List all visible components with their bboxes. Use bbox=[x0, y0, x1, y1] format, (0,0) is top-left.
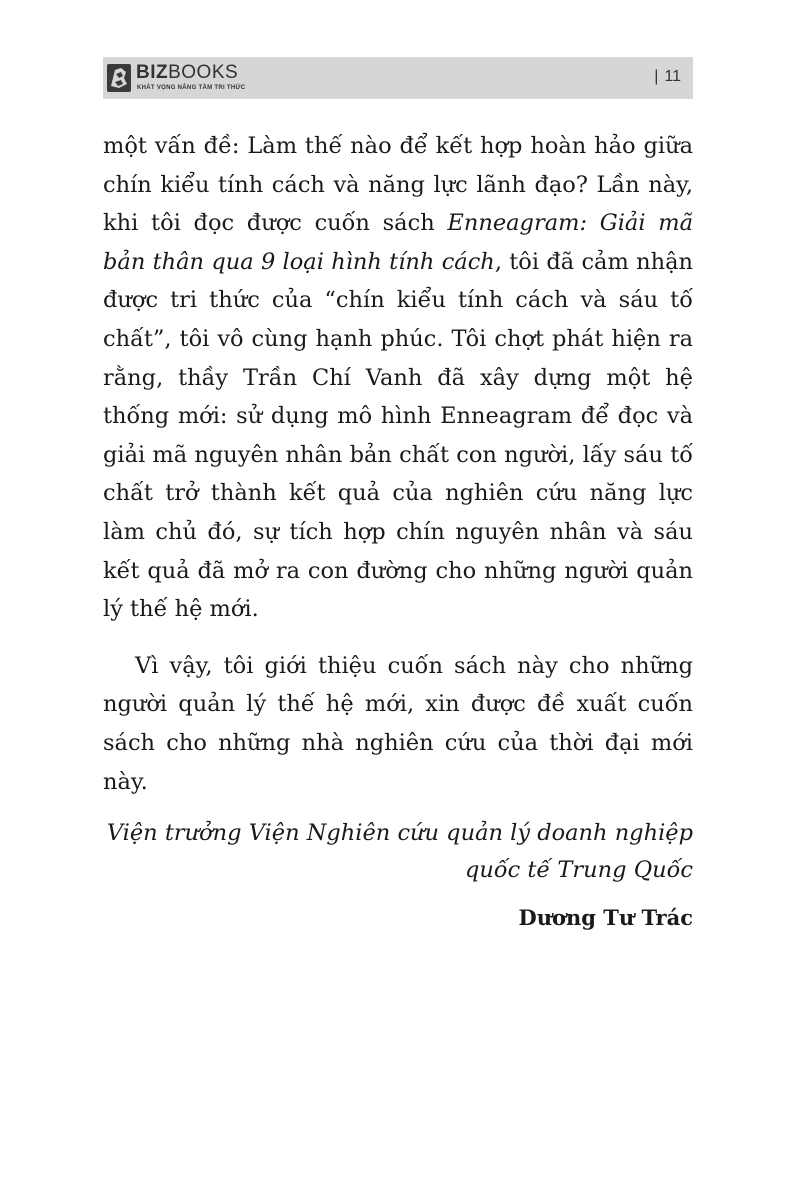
page-number bbox=[654, 68, 681, 86]
brand-name-bold: BIZ bbox=[136, 62, 169, 83]
page-number-separator: | bbox=[654, 68, 659, 85]
bizbooks-logo-icon bbox=[107, 64, 131, 92]
page-number-value: 11 bbox=[664, 68, 681, 85]
brand-tagline: KHÁT VỌNG NÂNG TẦM TRI THỨC bbox=[137, 85, 246, 91]
paragraph-1-end: , tôi đã cảm nhận được tri thức của “chín kiểu tính cách và sáu tố chất”, tôi vô cùng hạnh phúc. Tôi chợt phát hiện ra rằng, thầy Trần Chí Vanh đã xây dựng một hệ thống mới: sử dụng mô hình Enneagram để đọc và giải mã nguyên nhân bản chất con người, lấy sáu tố chất trở thành kết quả của nghiên cứu năng lực làm chủ đó, sự tích hợp chín nguyên nhân và sáu kết quả đã mở ra con đường cho những người quản lý thế hệ mới. bbox=[103, 248, 693, 623]
brand-name bbox=[136, 63, 238, 83]
brand-name-light: BOOKS bbox=[168, 62, 239, 83]
signature-title: Viện trưởng Viện Nghiên cứu quản lý doanh nghiệp quốc tế Trung Quốc bbox=[106, 820, 693, 884]
book-title: Enneagram: Giải mã bản thân qua 9 loại hình tính cách bbox=[103, 210, 693, 275]
page-body bbox=[103, 127, 693, 938]
signature-name: Dương Tư Trác bbox=[518, 905, 693, 931]
paragraph-1-start: một vấn đề: Làm thế nào để kết hợp hoàn hảo giữa chín kiểu tính cách và năng lực lãnh đạo? Lần này, khi tôi đọc được cuốn sách bbox=[103, 133, 693, 237]
paragraph-2: Vì vậy, tôi giới thiệu cuốn sách này cho những người quản lý thế hệ mới, xin được đề xuất cuốn sách cho những nhà nghiên cứu của thời đại mới này. bbox=[103, 652, 693, 795]
page-header bbox=[103, 57, 693, 99]
paragraph-1 bbox=[103, 127, 693, 629]
